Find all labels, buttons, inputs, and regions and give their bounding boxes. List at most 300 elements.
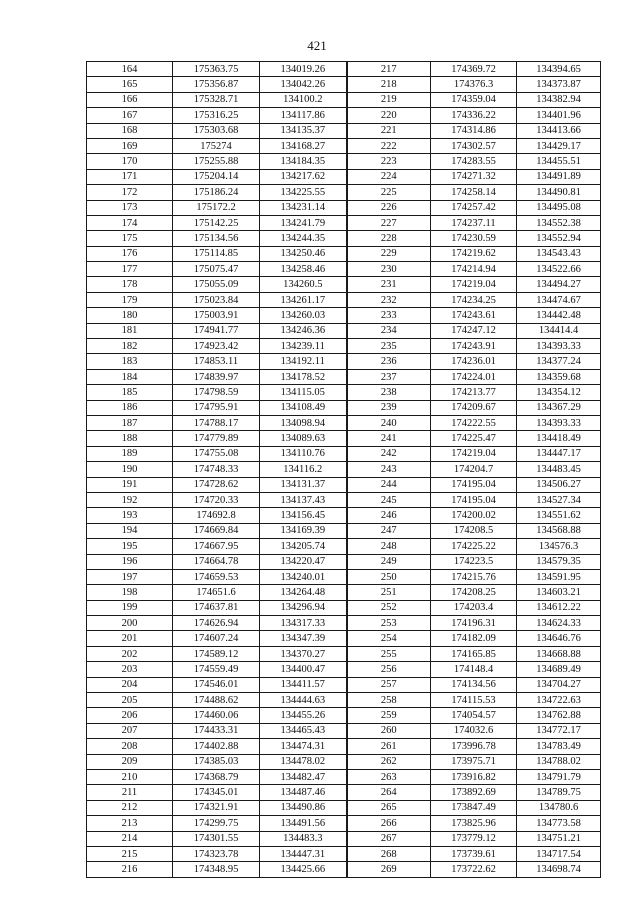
point-number-cell: 193 bbox=[87, 508, 173, 523]
point-number-cell: 175 bbox=[87, 231, 173, 246]
y-coordinate-cell: 134354.12 bbox=[517, 385, 601, 400]
y-coordinate-cell: 134491.89 bbox=[517, 169, 601, 184]
coordinates-table bbox=[86, 61, 601, 878]
point-number-cell: 199 bbox=[87, 600, 173, 615]
y-coordinate-cell: 134447.17 bbox=[517, 446, 601, 461]
table-row bbox=[87, 77, 601, 92]
x-coordinate-cell: 174728.62 bbox=[173, 477, 260, 492]
point-number-cell: 236 bbox=[347, 354, 431, 369]
x-coordinate-cell: 173892.69 bbox=[431, 785, 517, 800]
point-number-cell: 251 bbox=[347, 585, 431, 600]
x-coordinate-cell: 174219.04 bbox=[431, 277, 517, 292]
point-number-cell: 221 bbox=[347, 123, 431, 138]
x-coordinate-cell: 175186.24 bbox=[173, 185, 260, 200]
y-coordinate-cell: 134455.26 bbox=[260, 708, 347, 723]
x-coordinate-cell: 173739.61 bbox=[431, 846, 517, 861]
y-coordinate-cell: 134483.3 bbox=[260, 831, 347, 846]
point-number-cell: 226 bbox=[347, 200, 431, 215]
point-number-cell: 241 bbox=[347, 431, 431, 446]
x-coordinate-cell: 175003.91 bbox=[173, 308, 260, 323]
y-coordinate-cell: 134260.03 bbox=[260, 308, 347, 323]
table-row bbox=[87, 62, 601, 77]
point-number-cell: 205 bbox=[87, 693, 173, 708]
x-coordinate-cell: 175023.84 bbox=[173, 292, 260, 307]
table-row bbox=[87, 616, 601, 631]
x-coordinate-cell: 175075.47 bbox=[173, 262, 260, 277]
table-row bbox=[87, 92, 601, 107]
table-row bbox=[87, 569, 601, 584]
x-coordinate-cell: 173996.78 bbox=[431, 739, 517, 754]
table-row bbox=[87, 154, 601, 169]
point-number-cell: 173 bbox=[87, 200, 173, 215]
point-number-cell: 180 bbox=[87, 308, 173, 323]
y-coordinate-cell: 134246.36 bbox=[260, 323, 347, 338]
y-coordinate-cell: 134377.24 bbox=[517, 354, 601, 369]
point-number-cell: 168 bbox=[87, 123, 173, 138]
y-coordinate-cell: 134591.95 bbox=[517, 569, 601, 584]
y-coordinate-cell: 134698.74 bbox=[517, 862, 601, 877]
point-number-cell: 174 bbox=[87, 215, 173, 230]
point-number-cell: 257 bbox=[347, 677, 431, 692]
point-number-cell: 269 bbox=[347, 862, 431, 877]
y-coordinate-cell: 134217.62 bbox=[260, 169, 347, 184]
point-number-cell: 217 bbox=[347, 62, 431, 77]
point-number-cell: 259 bbox=[347, 708, 431, 723]
x-coordinate-cell: 174923.42 bbox=[173, 339, 260, 354]
y-coordinate-cell: 134783.49 bbox=[517, 739, 601, 754]
point-number-cell: 170 bbox=[87, 154, 173, 169]
point-number-cell: 204 bbox=[87, 677, 173, 692]
y-coordinate-cell: 134612.22 bbox=[517, 600, 601, 615]
coordinates-table-body bbox=[87, 62, 601, 878]
point-number-cell: 225 bbox=[347, 185, 431, 200]
point-number-cell: 183 bbox=[87, 354, 173, 369]
y-coordinate-cell: 134367.29 bbox=[517, 400, 601, 415]
x-coordinate-cell: 174433.31 bbox=[173, 723, 260, 738]
x-coordinate-cell: 173916.82 bbox=[431, 769, 517, 784]
y-coordinate-cell: 134490.81 bbox=[517, 185, 601, 200]
y-coordinate-cell: 134442.48 bbox=[517, 308, 601, 323]
point-number-cell: 235 bbox=[347, 339, 431, 354]
x-coordinate-cell: 174345.01 bbox=[173, 785, 260, 800]
point-number-cell: 249 bbox=[347, 554, 431, 569]
x-coordinate-cell: 174720.33 bbox=[173, 492, 260, 507]
table-row bbox=[87, 462, 601, 477]
table-row bbox=[87, 508, 601, 523]
point-number-cell: 215 bbox=[87, 846, 173, 861]
y-coordinate-cell: 134717.54 bbox=[517, 846, 601, 861]
x-coordinate-cell: 174258.14 bbox=[431, 185, 517, 200]
point-number-cell: 229 bbox=[347, 246, 431, 261]
y-coordinate-cell: 134401.96 bbox=[517, 108, 601, 123]
point-number-cell: 262 bbox=[347, 754, 431, 769]
point-number-cell: 238 bbox=[347, 385, 431, 400]
point-number-cell: 166 bbox=[87, 92, 173, 107]
x-coordinate-cell: 174243.91 bbox=[431, 339, 517, 354]
x-coordinate-cell: 174941.77 bbox=[173, 323, 260, 338]
page-number: 421 bbox=[307, 38, 327, 53]
point-number-cell: 191 bbox=[87, 477, 173, 492]
x-coordinate-cell: 175134.56 bbox=[173, 231, 260, 246]
table-row bbox=[87, 339, 601, 354]
x-coordinate-cell: 174323.78 bbox=[173, 846, 260, 861]
y-coordinate-cell: 134117.86 bbox=[260, 108, 347, 123]
table-row bbox=[87, 585, 601, 600]
y-coordinate-cell: 134260.5 bbox=[260, 277, 347, 292]
y-coordinate-cell: 134773.58 bbox=[517, 816, 601, 831]
y-coordinate-cell: 134465.43 bbox=[260, 723, 347, 738]
y-coordinate-cell: 134250.46 bbox=[260, 246, 347, 261]
y-coordinate-cell: 134455.51 bbox=[517, 154, 601, 169]
x-coordinate-cell: 174148.4 bbox=[431, 662, 517, 677]
y-coordinate-cell: 134722.63 bbox=[517, 693, 601, 708]
x-coordinate-cell: 174301.55 bbox=[173, 831, 260, 846]
table-row bbox=[87, 862, 601, 877]
point-number-cell: 185 bbox=[87, 385, 173, 400]
x-coordinate-cell: 174336.22 bbox=[431, 108, 517, 123]
y-coordinate-cell: 134495.08 bbox=[517, 200, 601, 215]
x-coordinate-cell: 173825.96 bbox=[431, 816, 517, 831]
point-number-cell: 265 bbox=[347, 800, 431, 815]
x-coordinate-cell: 174402.88 bbox=[173, 739, 260, 754]
x-coordinate-cell: 174195.04 bbox=[431, 492, 517, 507]
table-row bbox=[87, 354, 601, 369]
point-number-cell: 213 bbox=[87, 816, 173, 831]
x-coordinate-cell: 174208.25 bbox=[431, 585, 517, 600]
x-coordinate-cell: 174247.12 bbox=[431, 323, 517, 338]
x-coordinate-cell: 175274 bbox=[173, 138, 260, 153]
y-coordinate-cell: 134205.74 bbox=[260, 539, 347, 554]
x-coordinate-cell: 174237.11 bbox=[431, 215, 517, 230]
y-coordinate-cell: 134487.46 bbox=[260, 785, 347, 800]
table-row bbox=[87, 523, 601, 538]
y-coordinate-cell: 134296.94 bbox=[260, 600, 347, 615]
x-coordinate-cell: 174369.72 bbox=[431, 62, 517, 77]
table-row bbox=[87, 477, 601, 492]
x-coordinate-cell: 174196.31 bbox=[431, 616, 517, 631]
y-coordinate-cell: 134762.88 bbox=[517, 708, 601, 723]
y-coordinate-cell: 134425.66 bbox=[260, 862, 347, 877]
table-row bbox=[87, 846, 601, 861]
y-coordinate-cell: 134169.39 bbox=[260, 523, 347, 538]
x-coordinate-cell: 174219.04 bbox=[431, 446, 517, 461]
point-number-cell: 243 bbox=[347, 462, 431, 477]
x-coordinate-cell: 174853.11 bbox=[173, 354, 260, 369]
y-coordinate-cell: 134668.88 bbox=[517, 646, 601, 661]
table-row bbox=[87, 277, 601, 292]
point-number-cell: 258 bbox=[347, 693, 431, 708]
point-number-cell: 231 bbox=[347, 277, 431, 292]
point-number-cell: 169 bbox=[87, 138, 173, 153]
point-number-cell: 239 bbox=[347, 400, 431, 415]
table-row bbox=[87, 492, 601, 507]
point-number-cell: 200 bbox=[87, 616, 173, 631]
point-number-cell: 208 bbox=[87, 739, 173, 754]
x-coordinate-cell: 175303.68 bbox=[173, 123, 260, 138]
table-row bbox=[87, 123, 601, 138]
point-number-cell: 245 bbox=[347, 492, 431, 507]
point-number-cell: 212 bbox=[87, 800, 173, 815]
point-number-cell: 167 bbox=[87, 108, 173, 123]
y-coordinate-cell: 134751.21 bbox=[517, 831, 601, 846]
table-row bbox=[87, 754, 601, 769]
x-coordinate-cell: 174203.4 bbox=[431, 600, 517, 615]
point-number-cell: 234 bbox=[347, 323, 431, 338]
y-coordinate-cell: 134184.35 bbox=[260, 154, 347, 169]
x-coordinate-cell: 174779.89 bbox=[173, 431, 260, 446]
y-coordinate-cell: 134225.55 bbox=[260, 185, 347, 200]
y-coordinate-cell: 134110.76 bbox=[260, 446, 347, 461]
point-number-cell: 184 bbox=[87, 369, 173, 384]
y-coordinate-cell: 134780.6 bbox=[517, 800, 601, 815]
y-coordinate-cell: 134522.66 bbox=[517, 262, 601, 277]
table-row bbox=[87, 292, 601, 307]
point-number-cell: 253 bbox=[347, 616, 431, 631]
x-coordinate-cell: 174755.08 bbox=[173, 446, 260, 461]
y-coordinate-cell: 134240.01 bbox=[260, 569, 347, 584]
point-number-cell: 268 bbox=[347, 846, 431, 861]
y-coordinate-cell: 134347.39 bbox=[260, 631, 347, 646]
x-coordinate-cell: 174054.57 bbox=[431, 708, 517, 723]
table-row bbox=[87, 308, 601, 323]
table-row bbox=[87, 708, 601, 723]
y-coordinate-cell: 134156.45 bbox=[260, 508, 347, 523]
table-row bbox=[87, 646, 601, 661]
point-number-cell: 198 bbox=[87, 585, 173, 600]
point-number-cell: 207 bbox=[87, 723, 173, 738]
x-coordinate-cell: 175316.25 bbox=[173, 108, 260, 123]
table-row bbox=[87, 200, 601, 215]
x-coordinate-cell: 174546.01 bbox=[173, 677, 260, 692]
point-number-cell: 165 bbox=[87, 77, 173, 92]
x-coordinate-cell: 174839.97 bbox=[173, 369, 260, 384]
x-coordinate-cell: 174209.67 bbox=[431, 400, 517, 415]
x-coordinate-cell: 174299.75 bbox=[173, 816, 260, 831]
table-row bbox=[87, 539, 601, 554]
y-coordinate-cell: 134552.38 bbox=[517, 215, 601, 230]
x-coordinate-cell: 174460.06 bbox=[173, 708, 260, 723]
table-row bbox=[87, 323, 601, 338]
y-coordinate-cell: 134791.79 bbox=[517, 769, 601, 784]
point-number-cell: 250 bbox=[347, 569, 431, 584]
table-row bbox=[87, 600, 601, 615]
point-number-cell: 228 bbox=[347, 231, 431, 246]
y-coordinate-cell: 134394.65 bbox=[517, 62, 601, 77]
x-coordinate-cell: 174243.61 bbox=[431, 308, 517, 323]
x-coordinate-cell: 174385.03 bbox=[173, 754, 260, 769]
point-number-cell: 172 bbox=[87, 185, 173, 200]
y-coordinate-cell: 134220.47 bbox=[260, 554, 347, 569]
table-row bbox=[87, 169, 601, 184]
y-coordinate-cell: 134115.05 bbox=[260, 385, 347, 400]
point-number-cell: 190 bbox=[87, 462, 173, 477]
point-number-cell: 232 bbox=[347, 292, 431, 307]
point-number-cell: 256 bbox=[347, 662, 431, 677]
x-coordinate-cell: 174359.04 bbox=[431, 92, 517, 107]
y-coordinate-cell: 134116.2 bbox=[260, 462, 347, 477]
y-coordinate-cell: 134551.62 bbox=[517, 508, 601, 523]
point-number-cell: 195 bbox=[87, 539, 173, 554]
y-coordinate-cell: 134447.31 bbox=[260, 846, 347, 861]
point-number-cell: 171 bbox=[87, 169, 173, 184]
point-number-cell: 216 bbox=[87, 862, 173, 877]
point-number-cell: 263 bbox=[347, 769, 431, 784]
point-number-cell: 254 bbox=[347, 631, 431, 646]
point-number-cell: 244 bbox=[347, 477, 431, 492]
x-coordinate-cell: 174376.3 bbox=[431, 77, 517, 92]
point-number-cell: 224 bbox=[347, 169, 431, 184]
y-coordinate-cell: 134261.17 bbox=[260, 292, 347, 307]
table-row bbox=[87, 231, 601, 246]
x-coordinate-cell: 174589.12 bbox=[173, 646, 260, 661]
point-number-cell: 202 bbox=[87, 646, 173, 661]
y-coordinate-cell: 134772.17 bbox=[517, 723, 601, 738]
point-number-cell: 223 bbox=[347, 154, 431, 169]
x-coordinate-cell: 175204.14 bbox=[173, 169, 260, 184]
point-number-cell: 209 bbox=[87, 754, 173, 769]
x-coordinate-cell: 175114.85 bbox=[173, 246, 260, 261]
y-coordinate-cell: 134098.94 bbox=[260, 415, 347, 430]
x-coordinate-cell: 174748.33 bbox=[173, 462, 260, 477]
x-coordinate-cell: 174314.86 bbox=[431, 123, 517, 138]
y-coordinate-cell: 134244.35 bbox=[260, 231, 347, 246]
table-row bbox=[87, 108, 601, 123]
point-number-cell: 186 bbox=[87, 400, 173, 415]
y-coordinate-cell: 134789.75 bbox=[517, 785, 601, 800]
y-coordinate-cell: 134382.94 bbox=[517, 92, 601, 107]
point-number-cell: 189 bbox=[87, 446, 173, 461]
y-coordinate-cell: 134168.27 bbox=[260, 138, 347, 153]
point-number-cell: 252 bbox=[347, 600, 431, 615]
y-coordinate-cell: 134359.68 bbox=[517, 369, 601, 384]
table-row bbox=[87, 446, 601, 461]
table-row bbox=[87, 215, 601, 230]
table-row bbox=[87, 693, 601, 708]
y-coordinate-cell: 134482.47 bbox=[260, 769, 347, 784]
y-coordinate-cell: 134019.26 bbox=[260, 62, 347, 77]
x-coordinate-cell: 174664.78 bbox=[173, 554, 260, 569]
table-row bbox=[87, 739, 601, 754]
table-row bbox=[87, 400, 601, 415]
y-coordinate-cell: 134483.45 bbox=[517, 462, 601, 477]
point-number-cell: 203 bbox=[87, 662, 173, 677]
table-row bbox=[87, 800, 601, 815]
point-number-cell: 210 bbox=[87, 769, 173, 784]
table-row bbox=[87, 246, 601, 261]
y-coordinate-cell: 134506.27 bbox=[517, 477, 601, 492]
point-number-cell: 237 bbox=[347, 369, 431, 384]
x-coordinate-cell: 174195.04 bbox=[431, 477, 517, 492]
y-coordinate-cell: 134411.57 bbox=[260, 677, 347, 692]
point-number-cell: 192 bbox=[87, 492, 173, 507]
table-row bbox=[87, 385, 601, 400]
x-coordinate-cell: 174368.79 bbox=[173, 769, 260, 784]
point-number-cell: 267 bbox=[347, 831, 431, 846]
x-coordinate-cell: 174667.95 bbox=[173, 539, 260, 554]
y-coordinate-cell: 134413.66 bbox=[517, 123, 601, 138]
x-coordinate-cell: 173975.71 bbox=[431, 754, 517, 769]
table-row bbox=[87, 415, 601, 430]
x-coordinate-cell: 174224.01 bbox=[431, 369, 517, 384]
table-row bbox=[87, 262, 601, 277]
point-number-cell: 176 bbox=[87, 246, 173, 261]
x-coordinate-cell: 175172.2 bbox=[173, 200, 260, 215]
y-coordinate-cell: 134231.14 bbox=[260, 200, 347, 215]
table-row bbox=[87, 431, 601, 446]
y-coordinate-cell: 134370.27 bbox=[260, 646, 347, 661]
point-number-cell: 219 bbox=[347, 92, 431, 107]
x-coordinate-cell: 174283.55 bbox=[431, 154, 517, 169]
point-number-cell: 233 bbox=[347, 308, 431, 323]
x-coordinate-cell: 174223.5 bbox=[431, 554, 517, 569]
point-number-cell: 177 bbox=[87, 262, 173, 277]
y-coordinate-cell: 134474.67 bbox=[517, 292, 601, 307]
point-number-cell: 178 bbox=[87, 277, 173, 292]
x-coordinate-cell: 175142.25 bbox=[173, 215, 260, 230]
table-row bbox=[87, 185, 601, 200]
point-number-cell: 194 bbox=[87, 523, 173, 538]
y-coordinate-cell: 134478.02 bbox=[260, 754, 347, 769]
x-coordinate-cell: 174204.7 bbox=[431, 462, 517, 477]
y-coordinate-cell: 134241.79 bbox=[260, 215, 347, 230]
y-coordinate-cell: 134131.37 bbox=[260, 477, 347, 492]
x-coordinate-cell: 174182.09 bbox=[431, 631, 517, 646]
point-number-cell: 211 bbox=[87, 785, 173, 800]
x-coordinate-cell: 174626.94 bbox=[173, 616, 260, 631]
x-coordinate-cell: 175255.88 bbox=[173, 154, 260, 169]
y-coordinate-cell: 134491.56 bbox=[260, 816, 347, 831]
x-coordinate-cell: 174230.59 bbox=[431, 231, 517, 246]
y-coordinate-cell: 134418.49 bbox=[517, 431, 601, 446]
y-coordinate-cell: 134543.43 bbox=[517, 246, 601, 261]
point-number-cell: 182 bbox=[87, 339, 173, 354]
y-coordinate-cell: 134552.94 bbox=[517, 231, 601, 246]
y-coordinate-cell: 134137.43 bbox=[260, 492, 347, 507]
point-number-cell: 181 bbox=[87, 323, 173, 338]
y-coordinate-cell: 134490.86 bbox=[260, 800, 347, 815]
x-coordinate-cell: 174271.32 bbox=[431, 169, 517, 184]
point-number-cell: 227 bbox=[347, 215, 431, 230]
table-row bbox=[87, 785, 601, 800]
point-number-cell: 179 bbox=[87, 292, 173, 307]
x-coordinate-cell: 174134.56 bbox=[431, 677, 517, 692]
table-row bbox=[87, 816, 601, 831]
y-coordinate-cell: 134393.33 bbox=[517, 415, 601, 430]
y-coordinate-cell: 134527.34 bbox=[517, 492, 601, 507]
table-row bbox=[87, 769, 601, 784]
x-coordinate-cell: 174222.55 bbox=[431, 415, 517, 430]
point-number-cell: 246 bbox=[347, 508, 431, 523]
x-coordinate-cell: 173847.49 bbox=[431, 800, 517, 815]
point-number-cell: 218 bbox=[347, 77, 431, 92]
x-coordinate-cell: 174669.84 bbox=[173, 523, 260, 538]
x-coordinate-cell: 174225.22 bbox=[431, 539, 517, 554]
table-row bbox=[87, 369, 601, 384]
x-coordinate-cell: 174200.02 bbox=[431, 508, 517, 523]
table-row bbox=[87, 138, 601, 153]
y-coordinate-cell: 134704.27 bbox=[517, 677, 601, 692]
x-coordinate-cell: 174208.5 bbox=[431, 523, 517, 538]
x-coordinate-cell: 174302.57 bbox=[431, 138, 517, 153]
point-number-cell: 222 bbox=[347, 138, 431, 153]
point-number-cell: 197 bbox=[87, 569, 173, 584]
y-coordinate-cell: 134429.17 bbox=[517, 138, 601, 153]
point-number-cell: 255 bbox=[347, 646, 431, 661]
x-coordinate-cell: 174225.47 bbox=[431, 431, 517, 446]
x-coordinate-cell: 175356.87 bbox=[173, 77, 260, 92]
point-number-cell: 264 bbox=[347, 785, 431, 800]
table-row bbox=[87, 677, 601, 692]
